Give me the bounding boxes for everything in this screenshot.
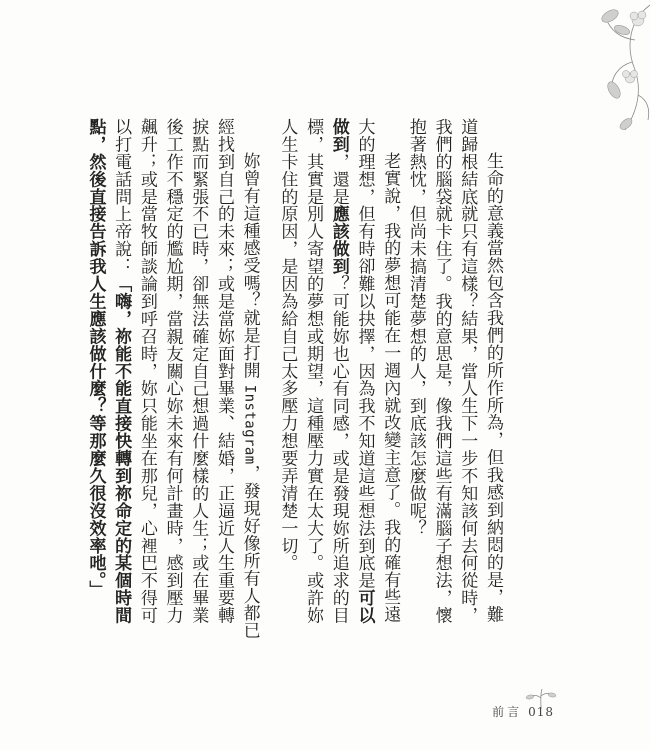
paragraph-2 [274, 118, 403, 640]
paragraph-1-text: 生命的意義當然包含我們的所作所為，但我感到納悶的是，難道歸根結底就只有這樣？結果，當人生下一步不知該何去何從時，我們的腦袋就卡住了。我的意思是，像我們這些有滿腦子想法，懷抱著熱忱，但尚未搞清楚夢想的人，到底該怎麼做呢？ [405, 118, 503, 625]
paragraph-3-part-2: ，發現好像所有人都已經找到自己的未來；或是當妳面對畢業、結婚，正逼近人生重要轉捩點而緊張不已時，卻無法確定自己想過什麼樣的人生；或在畢業後工作不穩定的尷尬期，當親友關心妳未來有何計畫時，感到壓力飆升；或是當牧師談論到呼召時，妳只能坐在那兒，心裡巴不得可以打電話問上帝說： [111, 118, 260, 640]
instagram-word: Instagram [241, 384, 258, 465]
paragraph-2-part-3: ？可能妳也心有同感，或是發現妳所追求的目標，其實是別人寄望的夢想或期望，這種壓力實在太大了。或許妳人生卡住的原因，是因為給自己太多壓力想要弄清楚一切。 [277, 118, 349, 625]
paragraph-3 [82, 118, 262, 640]
section-label: 前言 [492, 705, 523, 719]
paragraph-2-part-2: ，還是 [328, 152, 349, 206]
paragraph-3-part-1: 妳曾有這種感受嗎？就是打開 [239, 152, 260, 385]
emphasis-can-do: 可以做到 [328, 118, 375, 625]
paragraph-2-part-1: 老實說，我的夢想可能在一週內就改變主意了。我的確有些遠大的理想，但有時卻難以抉擇，因為我不知道這些想法到底是 [354, 118, 401, 624]
vertical-body-text [85, 118, 505, 640]
emphasis-should-do: 應該做到 [328, 205, 349, 276]
page-footer [492, 703, 554, 720]
floral-corner-icon [530, 0, 650, 140]
prayer-quote: 「嗨，祢能不能直接快轉到祢命定的某個時間點，然後直接告訴我人生應該做什麼？等那麼久很沒效率吔。」 [85, 118, 132, 625]
page-number: 018 [528, 705, 554, 719]
paragraph-1 [402, 118, 505, 640]
